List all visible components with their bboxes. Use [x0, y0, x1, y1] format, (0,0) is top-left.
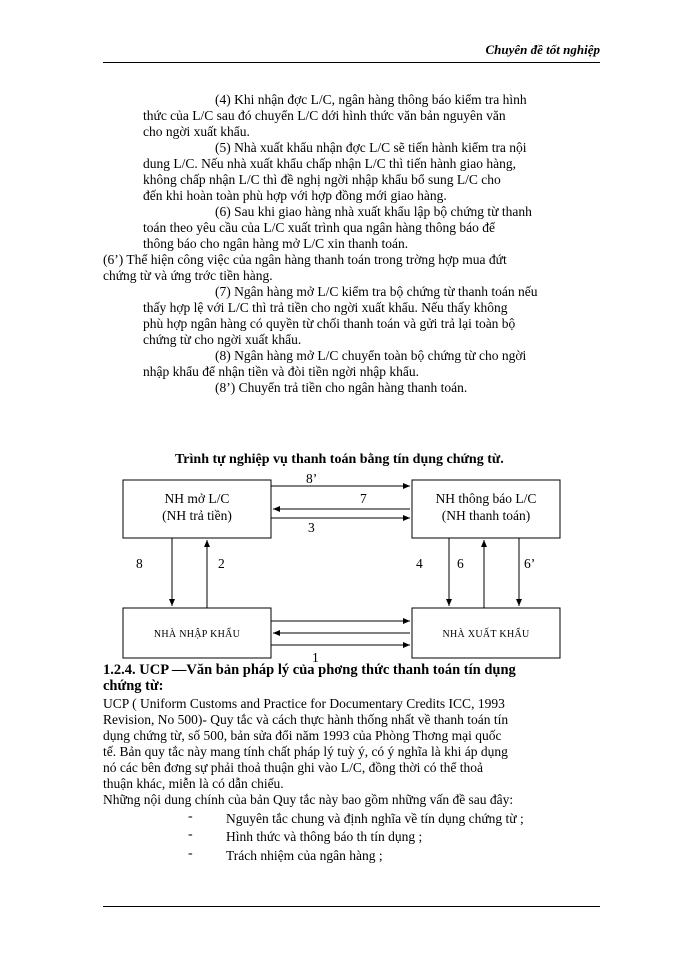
text-line: Những nội dung chính của bản Quy tắc này bao gồm những vấn đề sau đây: [103, 792, 514, 807]
text-line: chứng từ và ứng trớc tiền hàng. [103, 268, 273, 283]
exporter-label: NHÀ XUẤT KHẨU [442, 629, 530, 640]
text-line: cho ngời xuất khẩu. [143, 124, 250, 139]
text-line: (6) Sau khi giao hàng nhà xuất khẩu lập bộ chứng từ thanh [215, 204, 532, 219]
label-3: 3 [308, 520, 315, 535]
text-line: thức của L/C sau đó chuyển L/C dới hình thức văn bản nguyên văn [143, 108, 506, 123]
text-line: nó các bên đơng sự phải thoả thuận ghi vào L/C, đồng thời có thể thoả [103, 760, 484, 775]
issuing-bank-sublabel: (NH trả tiền) [162, 508, 232, 523]
text-line: Revision, No 500)- Quy tắc và cách thực hành thống nhất về thanh toán tín [103, 712, 509, 727]
text-line: (8’) Chuyển trả tiền cho ngân hàng thanh toán. [215, 380, 468, 395]
text-line: dung L/C. Nếu nhà xuất khẩu chấp nhận L/C thì tiến hành giao hàng, [143, 156, 517, 171]
label-8-prime: 8’ [306, 471, 318, 486]
text-line: dụng chứng từ, số 500, bản sửa đổi năm 1993 của Phòng Thơng mại quốc [103, 728, 502, 743]
section-heading: 1.2.4. UCP —Văn bản pháp lý của phơng thức thanh toán tín dụng [103, 662, 516, 678]
label-7: 7 [360, 491, 367, 506]
advising-bank-sublabel: (NH thanh toán) [441, 508, 531, 523]
bullet-mark: - [188, 809, 193, 824]
label-8: 8 [136, 556, 143, 571]
section-heading-cont: chứng từ: [103, 678, 164, 694]
header-title: Chuyên đề tốt nghiệp [485, 42, 600, 57]
bullet-mark: - [188, 827, 193, 842]
diagram-title: Trình tự nghiệp vụ thanh toán bằng tín dụng chứng từ. [175, 452, 504, 467]
importer-label: NHÀ NHẬP KHẨU [153, 629, 241, 640]
label-6-prime: 6’ [524, 556, 536, 571]
text-line: toán theo yêu cầu của L/C xuất trình qua ngân hàng thông báo để [143, 220, 496, 235]
list-item: Nguyên tắc chung và định nghĩa về tín dụng chứng từ ; [226, 811, 524, 826]
text-line: (6’) Thể hiện công việc của ngân hàng thanh toán trong trờng hợp mua đứt [103, 252, 507, 267]
text-line: tế. Bản quy tắc này mang tính chất pháp lý tuỳ ý, có ý nghĩa là khi áp dụng [103, 744, 508, 759]
label-1: 1 [312, 650, 319, 665]
text-line: nhập khẩu để nhận tiền và đòi tiền ngời nhập khẩu. [143, 364, 419, 379]
issuing-bank-label: NH mở L/C [164, 491, 230, 506]
text-line: thông báo cho ngân hàng mở L/C xin thanh toán. [143, 236, 409, 251]
text-line: không chấp nhận L/C thì đề nghị ngời nhập khẩu bổ sung L/C cho [143, 172, 501, 187]
text-line: (7) Ngân hàng mở L/C kiểm tra bộ chứng từ thanh toán nếu [215, 284, 538, 299]
text-line: (5) Nhà xuất khẩu nhận đợc L/C sẽ tiến hành kiểm tra nội [215, 140, 527, 155]
text-line: thuận khác, miễn là có dẫn chiếu. [103, 776, 284, 791]
label-4: 4 [416, 556, 423, 571]
text-line: phù hợp ngân hàng có quyền từ chối thanh toán và gửi trả lại toàn bộ [143, 316, 516, 331]
footer-rule [103, 906, 600, 907]
text-line: (4) Khi nhận đợc L/C, ngân hàng thông báo kiểm tra hình [215, 92, 527, 107]
label-6: 6 [457, 556, 464, 571]
text-line: đến khi hoàn toàn phù hợp với hợp đồng mới giao hàng. [143, 188, 447, 203]
list-item: Hình thức và thông báo th tín dụng ; [226, 829, 423, 844]
bullet-mark: - [188, 846, 193, 861]
text-line: UCP ( Uniform Customs and Practice for Documentary Credits ICC, 1993 [103, 696, 505, 711]
list-item: Trách nhiệm của ngân hàng ; [226, 848, 383, 863]
advising-bank-label: NH thông báo L/C [435, 491, 537, 506]
label-2: 2 [218, 556, 225, 571]
text-line: chứng từ cho ngời xuất khẩu. [143, 332, 302, 347]
text-line: (8) Ngân hàng mở L/C chuyển toàn bộ chứng từ cho ngời [215, 348, 527, 363]
text-line: thấy hợp lệ với L/C thì trả tiền cho ngời xuất khẩu. Nếu thấy không [143, 300, 508, 315]
